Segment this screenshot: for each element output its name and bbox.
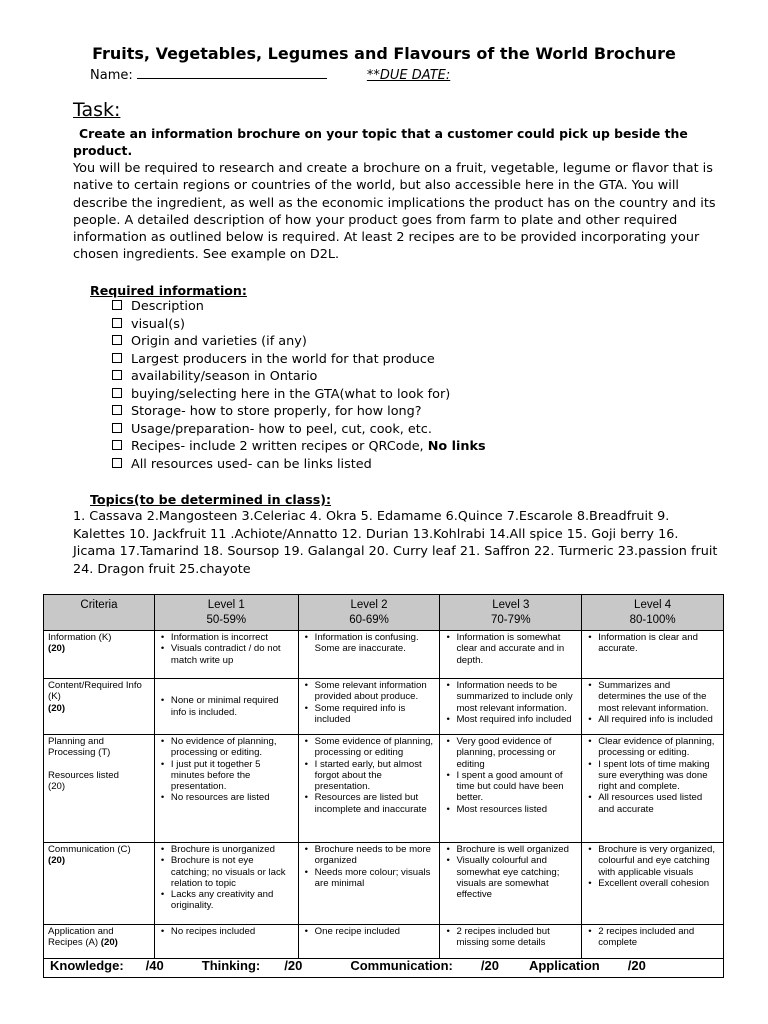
- required-info-heading: Required information:: [90, 283, 247, 298]
- list-item: • Excellent overall cohesion: [598, 878, 719, 889]
- descriptor-cell: [440, 679, 582, 735]
- table-row: [44, 679, 724, 735]
- name-label: Name:: [90, 68, 133, 83]
- list-item: [112, 403, 486, 421]
- list-item-text: Description: [131, 299, 204, 314]
- descriptor-cell: [154, 925, 298, 959]
- list-item: • No resources are listed: [171, 792, 294, 803]
- descriptor-cell: [582, 735, 724, 843]
- criterion-marks: (20): [48, 643, 66, 655]
- checkbox-icon: [112, 370, 122, 380]
- criterion-marks: (20): [48, 702, 66, 714]
- table-row: [44, 843, 724, 925]
- list-item: • I spent a good amount of time but could have been better.: [456, 770, 577, 804]
- list-item: • Information is clear and accurate.: [598, 632, 719, 655]
- table-row: [44, 735, 724, 843]
- total-label: Knowledge:: [50, 958, 124, 973]
- level-header: [440, 595, 582, 631]
- list-item: [112, 351, 486, 369]
- list-item: • Brochure is well organized: [456, 844, 577, 855]
- list-item: • Very good evidence of planning, processing or editing: [456, 736, 577, 770]
- criterion-marks: (20): [48, 780, 66, 792]
- list-item-text: Recipes- include 2 written recipes or QRCode,: [131, 439, 428, 454]
- list-item: • Some required info is included: [315, 703, 436, 726]
- totals-line: [48, 960, 719, 971]
- checkbox-icon: [112, 388, 122, 398]
- total-label: Thinking:: [201, 958, 261, 973]
- descriptor-cell: [154, 735, 298, 843]
- total-value: /20: [284, 958, 303, 973]
- list-item: [112, 386, 486, 404]
- due-date-label: **DUE DATE:: [366, 68, 451, 83]
- descriptor-cell: [440, 735, 582, 843]
- list-item: [112, 368, 486, 386]
- required-info-list: [112, 298, 486, 473]
- descriptor-cell: [582, 679, 724, 735]
- list-item: [112, 298, 486, 316]
- list-item: [112, 333, 486, 351]
- criterion-label: Application and Recipes (A): [48, 926, 114, 949]
- criterion-label-wrap: [48, 926, 150, 949]
- total-value: /20: [480, 958, 499, 973]
- checkbox-icon: [112, 300, 122, 310]
- name-due-line: [90, 66, 450, 83]
- list-item: • None or minimal required info is included.: [171, 695, 294, 718]
- list-item-text: Origin and varieties (if any): [131, 334, 307, 349]
- list-item: • Information is incorrect: [171, 632, 294, 643]
- list-item: [112, 316, 486, 334]
- level-range: 80-100%: [629, 613, 676, 626]
- list-item: • Brochure is very organized, colourful and eye catching with applicable visuals: [598, 844, 719, 878]
- descriptor-cell: [582, 925, 724, 959]
- task-heading-text: Task: [73, 99, 115, 121]
- criterion-cell: [44, 843, 155, 925]
- checkbox-icon: [112, 405, 122, 415]
- list-item: • All resources used listed and accurate: [598, 792, 719, 815]
- criteria-header: Criteria: [44, 595, 155, 631]
- list-item: • Resources are listed but incomplete and inaccurate: [315, 792, 436, 815]
- criterion-label: Resources listed: [48, 769, 119, 781]
- list-item: • Brochure is unorganized: [171, 844, 294, 855]
- list-item: • I spent lots of time making sure everything was done right and complete.: [598, 759, 719, 793]
- criterion-cell: [44, 925, 155, 959]
- list-item-text: Usage/preparation- how to peel, cut, cook, etc.: [131, 421, 432, 437]
- list-item: • Lacks any creativity and originality.: [171, 889, 294, 912]
- list-item: • No recipes included: [171, 926, 294, 937]
- descriptor-cell: [154, 631, 298, 679]
- name-blank-line: [137, 66, 327, 79]
- totals-cell: [44, 959, 724, 978]
- list-item: [112, 438, 486, 456]
- list-item-text: All resources used- can be links listed: [131, 456, 372, 472]
- descriptor-cell: [440, 925, 582, 959]
- totals-row: [44, 959, 724, 978]
- criterion-cell: [44, 735, 155, 843]
- checkbox-icon: [112, 458, 122, 468]
- level-range: 60-69%: [349, 613, 389, 626]
- total-label: Communication:: [350, 958, 453, 973]
- list-item: • Some evidence of planning, processing or editing: [315, 736, 436, 759]
- checkbox-icon: [112, 440, 122, 450]
- list-item-text: Storage- how to store properly, for how long?: [131, 404, 422, 419]
- list-item: • Information is somewhat clear and accurate and in depth.: [456, 632, 577, 666]
- task-heading-colon: :: [114, 99, 121, 121]
- list-item: • Summarizes and determines the use of the most relevant information.: [598, 680, 719, 714]
- list-item: • Brochure is not eye catching; no visuals or lack relation to topic: [171, 855, 294, 889]
- checkbox-icon: [112, 423, 122, 433]
- descriptor-cell: [298, 735, 440, 843]
- spacer: [48, 759, 150, 770]
- checkbox-icon: [112, 335, 122, 345]
- descriptor-cell: [298, 843, 440, 925]
- no-links-emphasis: No links: [427, 439, 486, 454]
- list-item: • I started early, but almost forgot about the presentation.: [315, 759, 436, 793]
- document-title: Fruits, Vegetables, Legumes and Flavours of the World Brochure: [92, 44, 676, 63]
- criterion-marks: (20): [48, 855, 66, 867]
- task-summary: Create an information brochure on your topic that a customer could pick up beside the product.: [73, 126, 688, 158]
- list-item: • 2 recipes included and complete: [598, 926, 719, 949]
- total-value: /20: [627, 958, 646, 973]
- list-item-text: visual(s): [131, 316, 185, 332]
- descriptor-cell: [298, 631, 440, 679]
- level-header: [582, 595, 724, 631]
- descriptor-cell: [154, 843, 298, 925]
- level-name: Level 1: [207, 598, 245, 611]
- level-name: Level 4: [634, 598, 672, 611]
- list-item: [112, 421, 486, 439]
- list-item: • Some relevant information provided about produce.: [315, 680, 436, 703]
- table-row: [44, 925, 724, 959]
- criterion-label: Communication (C): [48, 844, 131, 855]
- list-item: • Brochure needs to be more organized: [315, 844, 436, 867]
- list-item-text: Largest producers in the world for that produce: [131, 351, 435, 367]
- list-item-text: availability/season in Ontario: [131, 369, 318, 384]
- descriptor-cell: [298, 925, 440, 959]
- total-value: /40: [145, 958, 164, 973]
- criterion-label: Information (K): [48, 632, 112, 643]
- descriptor-cell: [154, 679, 298, 735]
- list-item: • Most resources listed: [456, 804, 577, 815]
- list-item: • Information needs to be summarized to include only most relevant information.: [456, 680, 577, 714]
- descriptor-cell: [582, 843, 724, 925]
- descriptor-cell: [440, 843, 582, 925]
- level-range: 50-59%: [206, 613, 247, 626]
- list-item: • One recipe included: [315, 926, 436, 937]
- list-item: • Visuals contradict / do not match write up: [171, 643, 294, 666]
- criterion-marks: (20): [100, 937, 118, 949]
- descriptor-cell: [582, 631, 724, 679]
- criterion-cell: [44, 631, 155, 679]
- level-header: [154, 595, 298, 631]
- level-name: Level 3: [492, 598, 530, 611]
- list-item: • 2 recipes included but missing some details: [456, 926, 577, 949]
- checkbox-icon: [112, 318, 122, 328]
- table-row: [44, 631, 724, 679]
- task-description: You will be required to research and create a brochure on a fruit, vegetable, legume or flavor that is native to certain regions or countries of the world, but also accessible here in the GTA. You will describe the ingredient, as well as the economic implications the product has on the country and its people. A detailed description of how your product goes from farm to plate and other required information as outlined below is required. At least 2 recipes are to be provided incorporating your chosen ingredients. See example on D2L.: [73, 161, 716, 263]
- list-item-text: buying/selecting here in the GTA(what to look for): [131, 386, 451, 402]
- topics-heading: Topics(to be determined in class):: [90, 492, 332, 507]
- level-range: 70-79%: [491, 613, 531, 626]
- list-item: • Most required info included: [456, 714, 577, 725]
- list-item: [112, 456, 486, 474]
- rubric-header-row: [44, 595, 724, 631]
- criterion-cell: [44, 679, 155, 735]
- topics-list: 1. Cassava 2.Mangosteen 3.Celeriac 4. Okra 5. Edamame 6.Quince 7.Escarole 8.Breadfruit 9. Kalettes 10. Jackfruit 11 .Achiote/Annatto 12. Durian 13.Kohlrabi 14.All spice 15. Goji berry 16. Jicama 17.Tamarind 18. Soursop 19. Galangal 20. Curry leaf 21. Saffron 22. Turmeric 23.passion fruit 24. Dragon fruit 25.chayote: [73, 509, 718, 577]
- list-item: • No evidence of planning, processing or editing.: [171, 736, 294, 759]
- criterion-label: Planning and Processing (T): [48, 736, 111, 759]
- list-item: • Needs more colour; visuals are minimal: [315, 867, 436, 890]
- list-item: • Information is confusing. Some are inaccurate.: [315, 632, 436, 655]
- descriptor-cell: [298, 679, 440, 735]
- list-item: • Visually colourful and somewhat eye catching; visuals are somewhat effective: [456, 855, 577, 900]
- descriptor-cell: [440, 631, 582, 679]
- task-heading: [73, 99, 120, 121]
- checkbox-icon: [112, 353, 122, 363]
- total-label: Application: [528, 958, 600, 973]
- list-item: • All required info is included: [598, 714, 719, 725]
- criterion-label: Content/Required Info (K): [48, 680, 142, 703]
- level-name: Level 2: [350, 598, 388, 611]
- list-item: • Clear evidence of planning, processing or editing.: [598, 736, 719, 759]
- level-header: [298, 595, 440, 631]
- list-item: • I just put it together 5 minutes before the presentation.: [171, 759, 294, 793]
- rubric-table: [43, 594, 724, 978]
